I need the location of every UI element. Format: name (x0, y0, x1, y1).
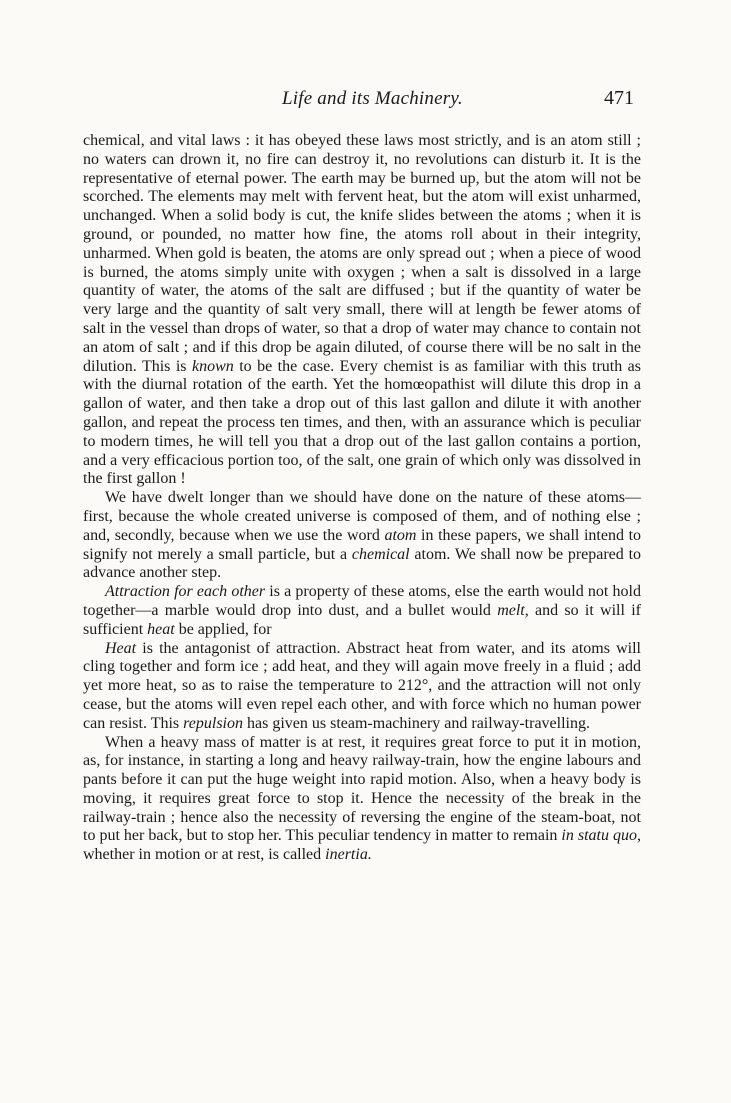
italic-text: Attraction for each other (105, 583, 266, 601)
text-run: We have dwelt longer than we should have done on the nature of these atoms—first, because the whole created universe is composed of them, and of nothing else ; and, secondly, because when we use the word (83, 489, 641, 544)
paragraph (83, 640, 641, 734)
text-run: has given us steam-machinery and railway-travelling. (243, 714, 590, 732)
paragraph (83, 734, 641, 866)
paragraph (83, 132, 641, 489)
text-run: be applied, for (174, 620, 272, 638)
italic-text: atom (384, 526, 417, 544)
paragraph (83, 583, 641, 639)
page-number: 471 (604, 87, 634, 109)
body-text (83, 132, 641, 865)
italic-text: repulsion (183, 714, 243, 732)
running-title: Life and its Machinery. (282, 88, 463, 109)
italic-text: chemical (351, 545, 410, 563)
page-header (0, 82, 731, 112)
text-run: atom. We shall now be prepared to advance another step. (83, 545, 642, 582)
text-run: is a property of these atoms, else the earth would not hold together—a marble would drop into dust, and a bullet would (83, 583, 642, 619)
italic-text: heat (147, 620, 175, 638)
italic-text: melt, (497, 601, 529, 619)
text-run: in these papers, we shall intend to signify not merely a small particle, but a (83, 526, 642, 563)
text-run: whether in motion or at rest, is called (83, 846, 326, 864)
text-run: chemical, and vital laws : it has obeyed these laws most strictly, and is an atom still ; no waters can drown it, no fire can destroy it, no revolutions can disturb it. It is the representative of eternal power. The earth may be burned up, but the atom will not be scorched. The elements may melt with fervent heat, but the atom will exist unharmed, unchanged. When a solid body is cut, the knife slides between the atoms ; when it is ground, or pounded, no matter how fine, the atoms roll about in their integrity, unharmed. When gold is beaten, the atoms are only spread out ; when a piece of wood is burned, the atoms simply unite with oxygen ; when a salt is dissolved in a large quantity of water, the atoms of the salt are diffused ; but if the quantity of water be very large and the quantity of salt very small, there will at length be fewer atoms of salt in the vessel than drops of water, so that a drop of water may chance to contain not an atom of salt ; and if this drop be again diluted, of course there will be no salt in the dilution. This is (83, 132, 641, 375)
paragraph (83, 489, 641, 583)
text-run: is the antagonist of attraction. Abstract heat from water, and its atoms will cling together and form ice ; add heat, and they will again move freely in a fluid ; add yet more heat, so as to raise the temperature to 212°, and the attraction will not only cease, but the atoms will even repel each other, and with force which no human power can resist. This (83, 639, 641, 732)
text-run: to be the case. Every chemist is as familiar with this truth as with the diurnal rotation of the earth. Yet the homœopathist will dilute this drop in a gallon of water, and then take a drop out of this last gallon and dilute it with another gallon, and repeat the process ten times, and then, with an assurance which is peculiar to modern times, he will tell you that a drop out of the last gallon contains a portion, and a very efficacious portion too, of the salt, one grain of which only was dissolved in the first gallon ! (83, 357, 642, 488)
text-run: and so it will if sufficient (83, 601, 641, 638)
italic-text: known (191, 357, 234, 375)
italic-text: inertia. (325, 846, 372, 864)
italic-text: Heat (105, 639, 137, 657)
italic-text: in statu quo, (561, 827, 642, 845)
text-run: When a heavy mass of matter is at rest, it requires great force to put it in motion, as, for instance, in starting a long and heavy railway-train, how the engine labours and pants before it can put the huge weight into rapid motion. Also, when a heavy body is moving, it requires great force to stop it. Hence the necessity of the break in the railway-train ; hence also the necessity of reversing the engine of the steam-boat, not to put her back, but to stop her. This peculiar tendency in matter to remain (83, 733, 641, 845)
